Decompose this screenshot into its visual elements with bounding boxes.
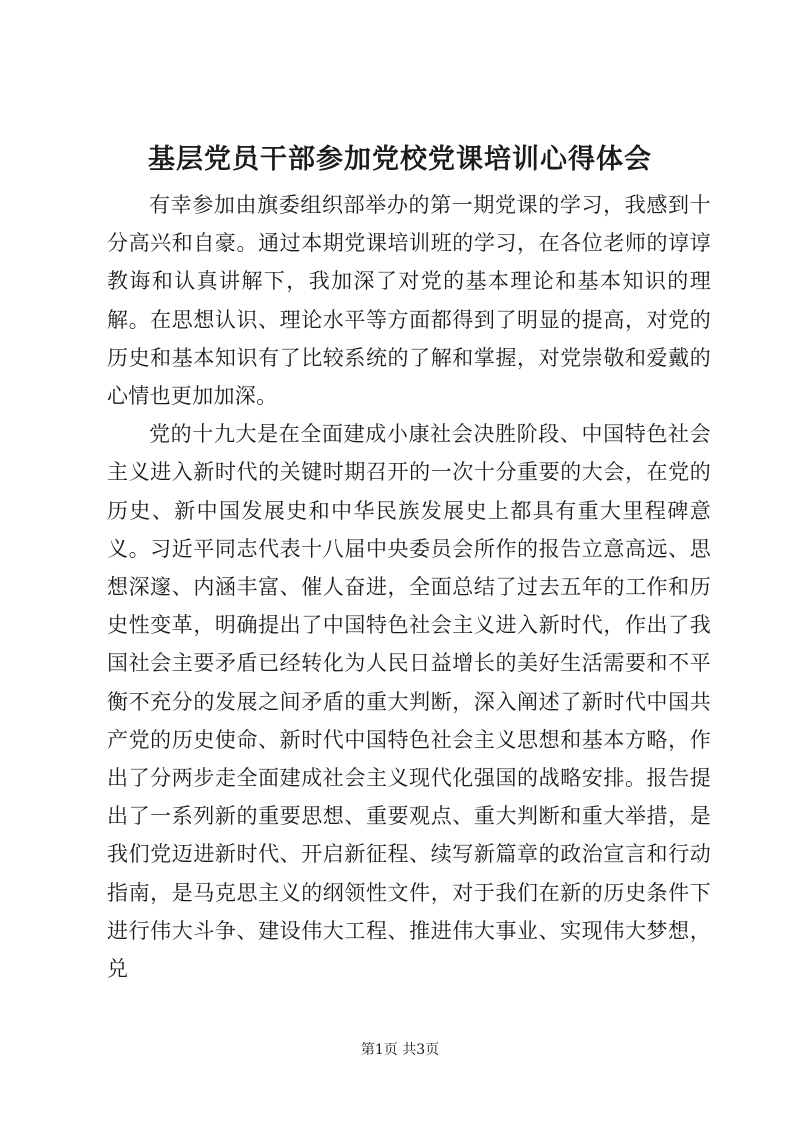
body-paragraph: 有幸参加由旗委组织部举办的第一期党课的学习，我感到十分高兴和自豪。通过本期党课培训班的学习，在各位老师的谆谆教诲和认真讲解下，我加深了对党的基本理论和基本知识的理解。在思想认识、理论水平等方面都得到了明显的提高，对党的历史和基本知识有了比较系统的了解和掌握，对党崇敬和爱戴的心情也更加加深。 xyxy=(107,193,711,409)
document-body xyxy=(107,186,711,988)
body-paragraph: 党的十九大是在全面建成小康社会决胜阶段、中国特色社会主义进入新时代的关键时期召开的一次十分重要的大会，在党的历史、新中国发展史和中华民族发展史上都具有重大里程碑意义。习近平同志代表十八届中央委员会所作的报告立意高远、思想深邃、内涵丰富、催人奋进，全面总结了过去五年的工作和历史性变革，明确提出了中国特色社会主义进入新时代，作出了我国社会主要矛盾已经转化为人民日益增长的美好生活需要和不平衡不充分的发展之间矛盾的重大判断，深入阐述了新时代中国共产党的历史使命、新时代中国特色社会主义思想和基本方略，作出了分两步走全面建成社会主义现代化强国的战略安排。报告提出了一系列新的重要思想、重要观点、重大判断和重大举措，是我们党迈进新时代、开启新征程、续写新篇章的政治宣言和行动指南，是马克思主义的纲领性文件，对于我们在新的历史条件下进行伟大斗争、建设伟大工程、推进伟大事业、实现伟大梦想，兑 xyxy=(107,422,711,982)
document-title: 基层党员干部参加党校党课培训心得体会 xyxy=(148,144,652,175)
page-number-footer: 第1页 共3页 xyxy=(360,1042,440,1058)
